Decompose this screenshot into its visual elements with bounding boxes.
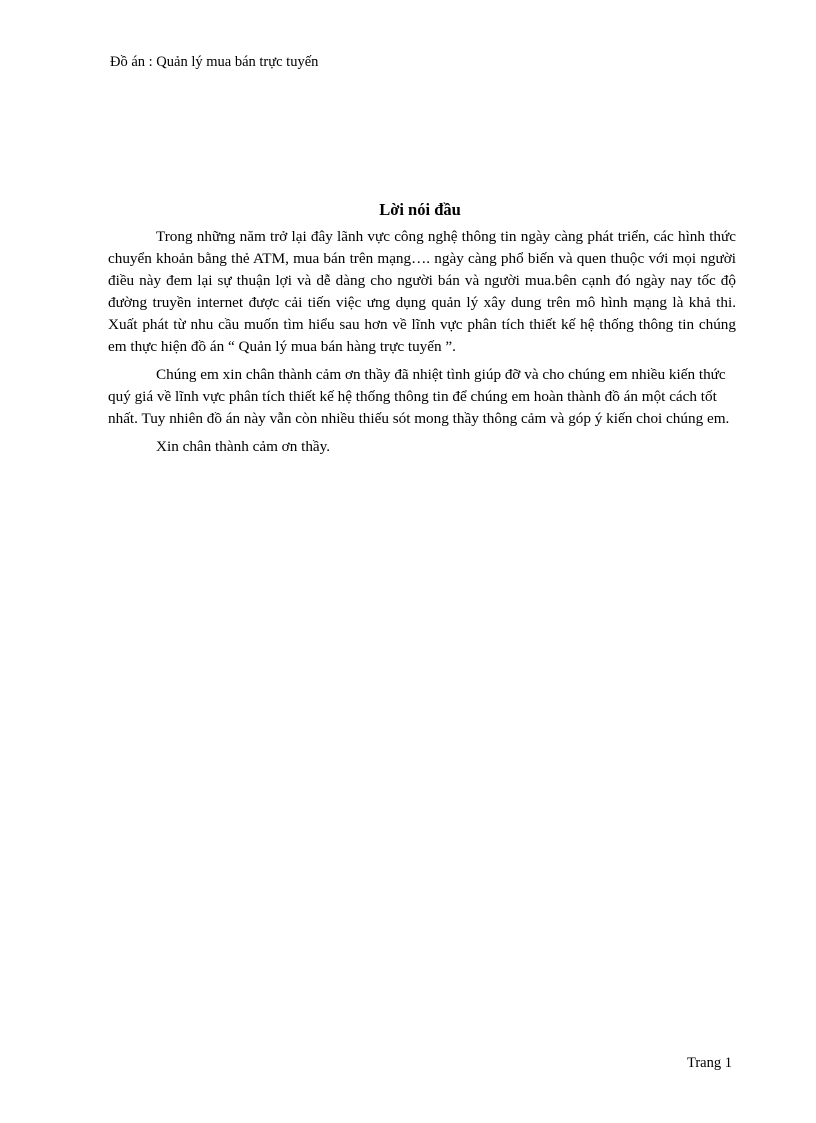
paragraph-introduction: Trong những năm trở lại đây lãnh vực công nghệ thông tin ngày càng phát triển, các hình thức chuyển khoản bằng thẻ ATM, mua bán trên mạng…. ngày càng phổ biến và quen thuộc với mọi người điều này đem lại sự thuận lợi và dễ dàng cho người bán và người mua.bên cạnh đó ngày nay tốc độ đường truyền internet được cải tiến việc ưng dụng quản lý xây dung trên mô hình mạng là khả thi. Xuất phát từ nhu cầu muốn tìm hiểu sau hơn về lĩnh vực phân tích thiết kế hệ thống thông tin chúng em thực hiện đồ án “ Quản lý mua bán hàng trực tuyến ”. [108, 228, 736, 355]
document-title: Lời nói đầu [379, 200, 461, 219]
paragraph-acknowledgement: Chúng em xin chân thành cảm ơn thầy đã nhiệt tình giúp đỡ và cho chúng em nhiều kiến thức quý giá về lĩnh vực phân tích thiết kế hệ thống thông tin để chúng em hoàn thành đồ án một cách tốt nhất. Tuy nhiên đồ án này vẫn còn nhiều thiếu sót mong thầy thông cảm và góp ý kiến choi chúng em. [108, 366, 730, 427]
page-number: Trang 1 [687, 1055, 732, 1071]
paragraph-closing: Xin chân thành cảm ơn thầy. [156, 438, 331, 455]
page-header: Đồ án : Quản lý mua bán trực tuyến [110, 54, 319, 70]
document-body [108, 226, 736, 464]
